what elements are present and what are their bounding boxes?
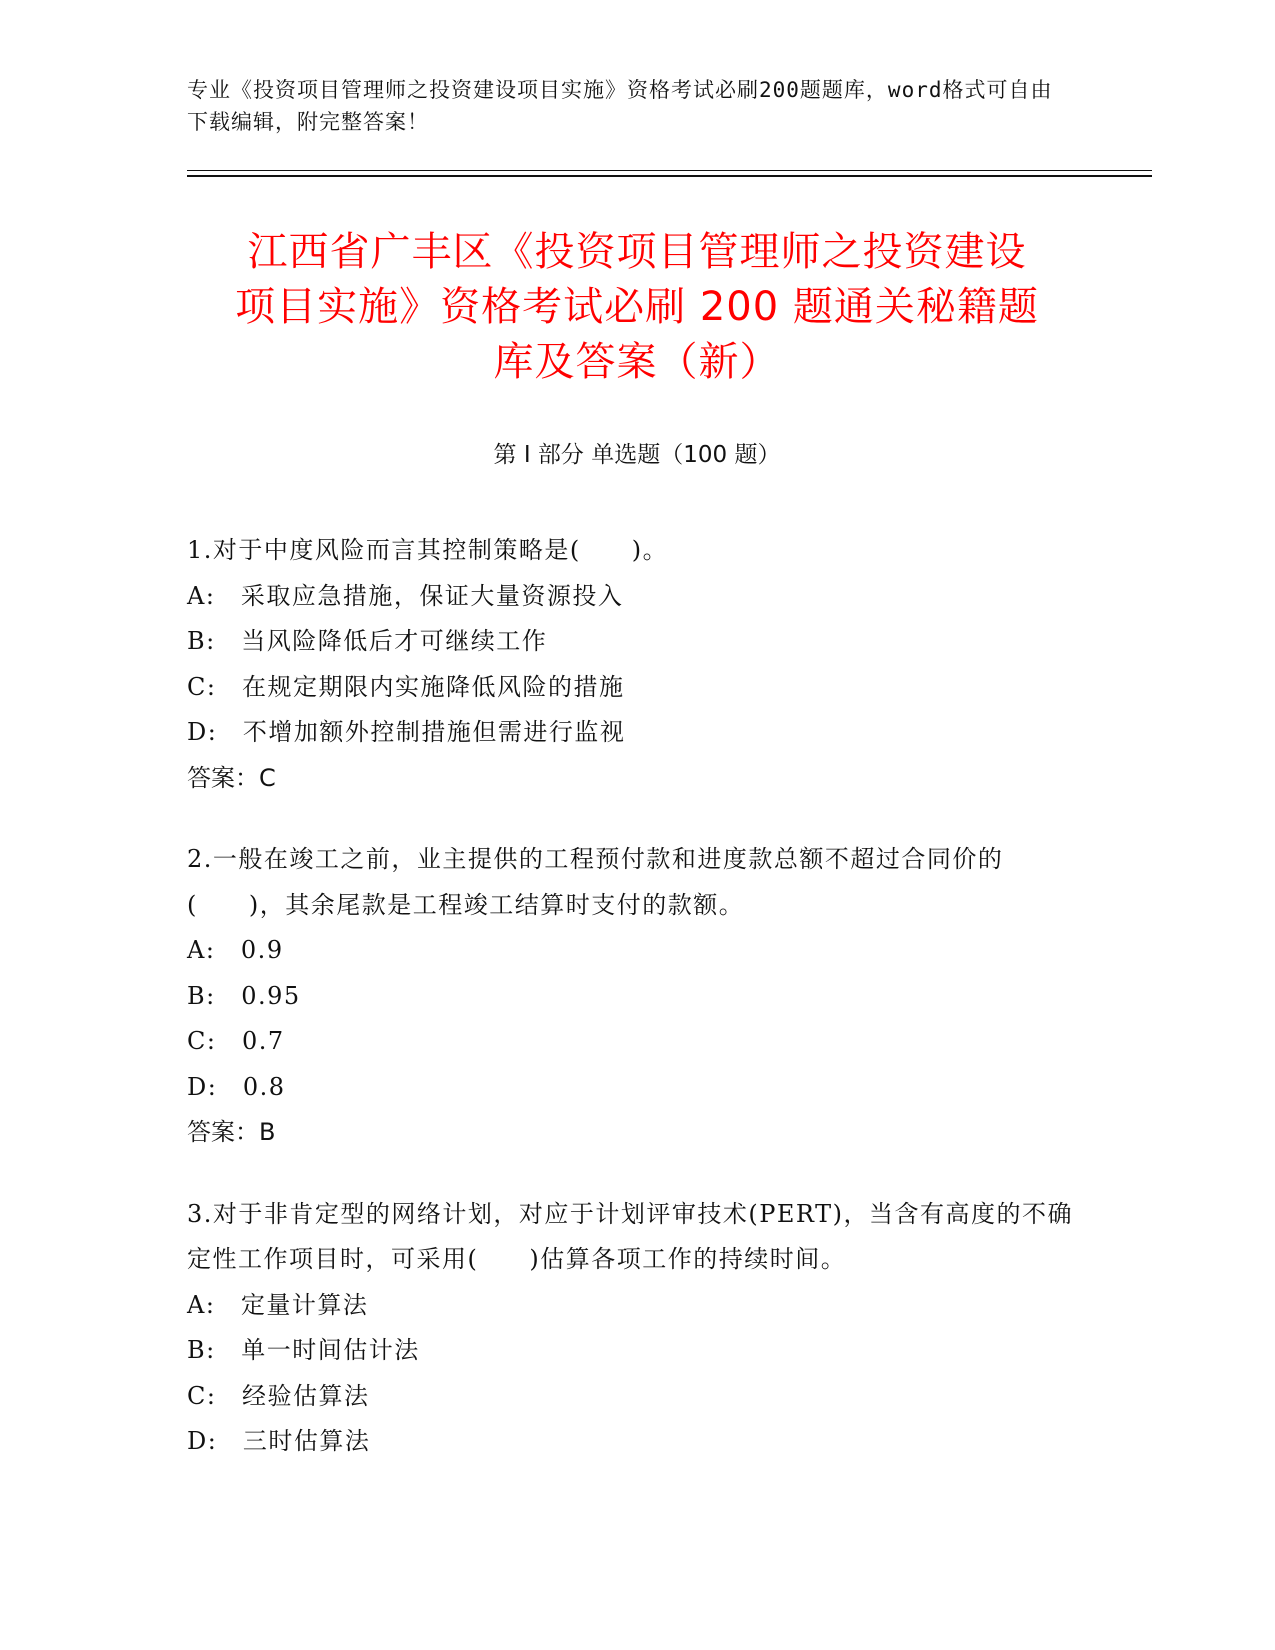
- option-b: B: 0.95: [187, 981, 301, 1010]
- option-a: A: 采取应急措施，保证大量资源投入: [187, 581, 624, 610]
- header-divider-thin: [187, 170, 1152, 171]
- option-a: A: 定量计算法: [187, 1290, 369, 1319]
- option-c: C: 经验估算法: [187, 1381, 370, 1410]
- title-line-2: 项目实施》资格考试必刷 200 题通关秘籍题: [235, 284, 1039, 330]
- option-a: A: 0.9: [187, 936, 284, 964]
- question-2: [187, 837, 1077, 1156]
- question-stem: 3.对于非肯定型的网络计划，对应于计划评审技术(PERT)，当含有高度的不确定性工作项目时，可采用( )估算各项工作的持续时间。: [187, 1199, 1073, 1273]
- answer-line: 答案：C: [187, 763, 276, 792]
- question-3: [187, 1192, 1077, 1465]
- header-divider-thick: [187, 175, 1152, 177]
- question-stem: 2.一般在竣工之前，业主提供的工程预付款和进度款总额不超过合同价的( )，其余尾款是工程竣工结算时支付的款额。: [187, 845, 1004, 919]
- title-line-1: 江西省广丰区《投资项目管理师之投资建设: [247, 229, 1027, 275]
- question-list: [187, 528, 1077, 1501]
- option-d: D: 0.8: [187, 1072, 286, 1101]
- option-d: D: 三时估算法: [187, 1427, 371, 1455]
- question-stem: 1.对于中度风险而言其控制策略是( )。: [187, 536, 669, 564]
- header-note: 专业《投资项目管理师之投资建设项目实施》资格考试必刷200题题库，word格式可自由下载编辑，附完整答案！: [187, 78, 1053, 134]
- option-b: B: 当风险降低后才可继续工作: [187, 627, 548, 655]
- option-c: C: 在规定期限内实施降低风险的措施: [187, 672, 625, 701]
- option-c: C: 0.7: [187, 1027, 285, 1055]
- title-line-3: 库及答案（新）: [493, 339, 781, 385]
- section-heading: 第 I 部分 单选题（100 题）: [493, 442, 781, 468]
- question-1: [187, 528, 1077, 801]
- document-title: [187, 225, 1087, 390]
- option-d: D: 不增加额外控制措施但需进行监视: [187, 718, 626, 746]
- answer-line: 答案：B: [187, 1118, 276, 1146]
- option-b: B: 单一时间估计法: [187, 1336, 420, 1364]
